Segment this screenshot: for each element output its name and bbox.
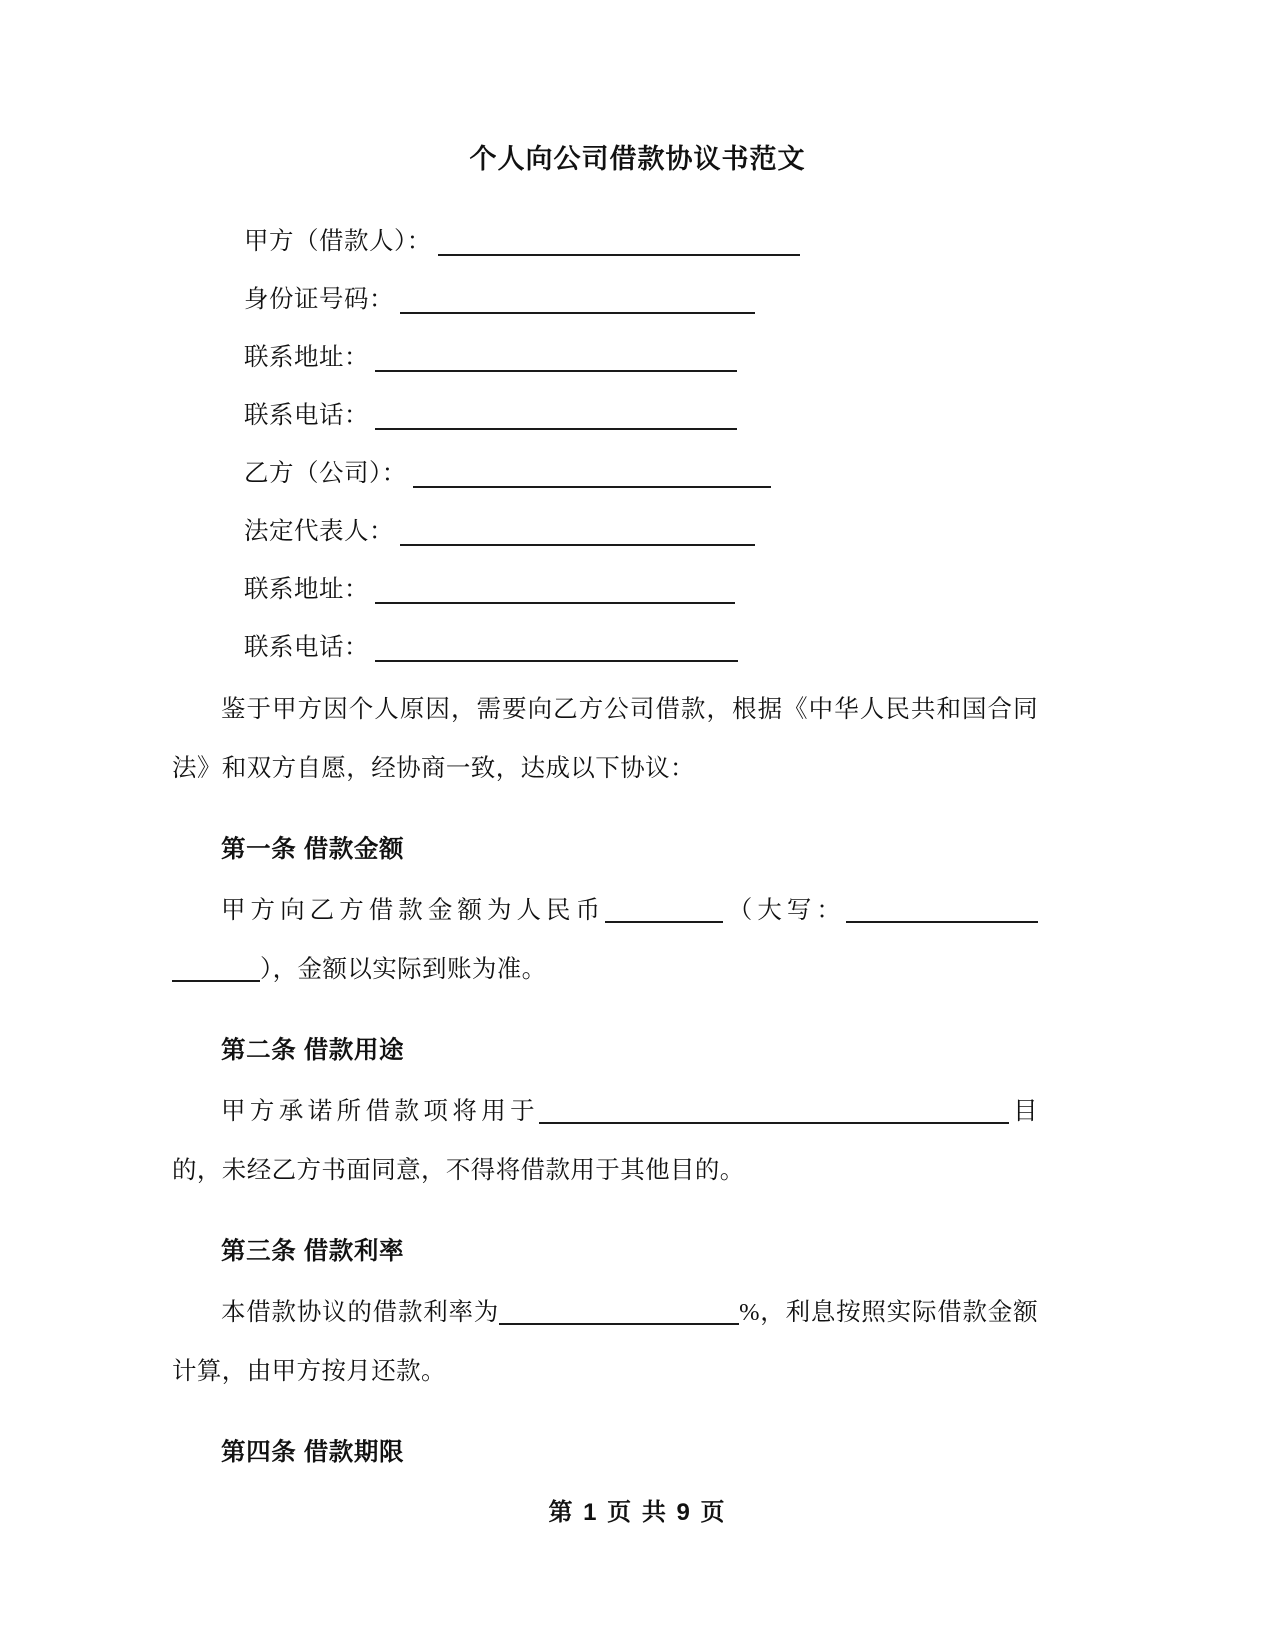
fill-in-blank-purpose[interactable]: [539, 1097, 1009, 1124]
footer-total-pages: 9: [676, 1499, 692, 1526]
clause-heading-1: 第一条 借款金额: [221, 836, 405, 863]
fill-in-blank[interactable]: [375, 576, 735, 604]
clause-heading-4: 第四条 借款期限: [221, 1439, 405, 1466]
field-label: 联系地址：: [244, 344, 369, 372]
field-label: 甲方（借款人）：: [244, 228, 432, 256]
clause-body-text: %，利息按照实际借款金额计算，由甲方按月还款。: [172, 1299, 1038, 1385]
clause-body-1: [172, 881, 1038, 999]
document-body: [172, 198, 1038, 1484]
clause-body-text: 本借款协议的借款利率为: [221, 1299, 500, 1326]
field-row-party-a-address: [172, 314, 1038, 372]
field-row-party-a-phone: [172, 372, 1038, 430]
clause-heading-3: 第三条 借款利率: [221, 1238, 405, 1265]
clause-heading-2: 第二条 借款用途: [221, 1037, 405, 1064]
fill-in-blank[interactable]: [375, 402, 737, 430]
clause-body-text: ），金额以实际到账为准。: [260, 956, 547, 983]
page-title: 个人向公司借款协议书范文: [469, 144, 806, 174]
field-label: 联系地址：: [244, 576, 369, 604]
field-row-party-b-phone: [172, 604, 1038, 662]
footer-prefix: 第: [548, 1499, 575, 1526]
footer-suffix: 页: [700, 1499, 727, 1526]
clause-body-text: 目的，未经乙方书面同意，不得将借款用于其他目的。: [172, 1098, 1038, 1184]
field-label: 身份证号码：: [244, 286, 394, 314]
fill-in-blank[interactable]: [400, 518, 755, 546]
footer-middle: 页 共: [607, 1499, 668, 1526]
field-label: 法定代表人：: [244, 518, 394, 546]
footer-current-page: 1: [583, 1499, 599, 1526]
clause-body-2: [172, 1082, 1038, 1200]
fill-in-blank[interactable]: [400, 286, 755, 314]
fill-in-blank-amount-capitalized[interactable]: [846, 896, 1038, 923]
clause-body-text: （大写：: [723, 897, 846, 924]
field-row-party-b-name: [172, 430, 1038, 488]
fill-in-blank[interactable]: [438, 228, 800, 256]
field-row-id-number: [172, 256, 1038, 314]
clause-body-text: 甲方承诺所借款项将用于: [221, 1098, 540, 1125]
field-row-party-b-address: [172, 546, 1038, 604]
field-row-party-a-name: [172, 198, 1038, 256]
fill-in-blank-interest-rate[interactable]: [499, 1298, 739, 1325]
field-label: 乙方（公司）：: [244, 460, 407, 488]
fill-in-blank-amount[interactable]: [605, 896, 723, 923]
preamble-paragraph: 鉴于甲方因个人原因，需要向乙方公司借款，根据《中华人民共和国合同法》和双方自愿，经协商一致，达成以下协议：: [172, 696, 1038, 782]
clause-body-text: 甲方向乙方借款金额为人民币: [221, 897, 606, 924]
fill-in-blank-amount-capitalized-cont[interactable]: [172, 955, 260, 982]
fill-in-blank[interactable]: [375, 634, 738, 662]
field-row-legal-representative: [172, 488, 1038, 546]
field-label: 联系电话：: [244, 402, 369, 430]
field-label: 联系电话：: [244, 634, 369, 662]
fill-in-blank[interactable]: [413, 460, 771, 488]
fill-in-blank[interactable]: [375, 344, 737, 372]
page-footer: [0, 1492, 1275, 1527]
clause-body-3: [172, 1283, 1038, 1401]
